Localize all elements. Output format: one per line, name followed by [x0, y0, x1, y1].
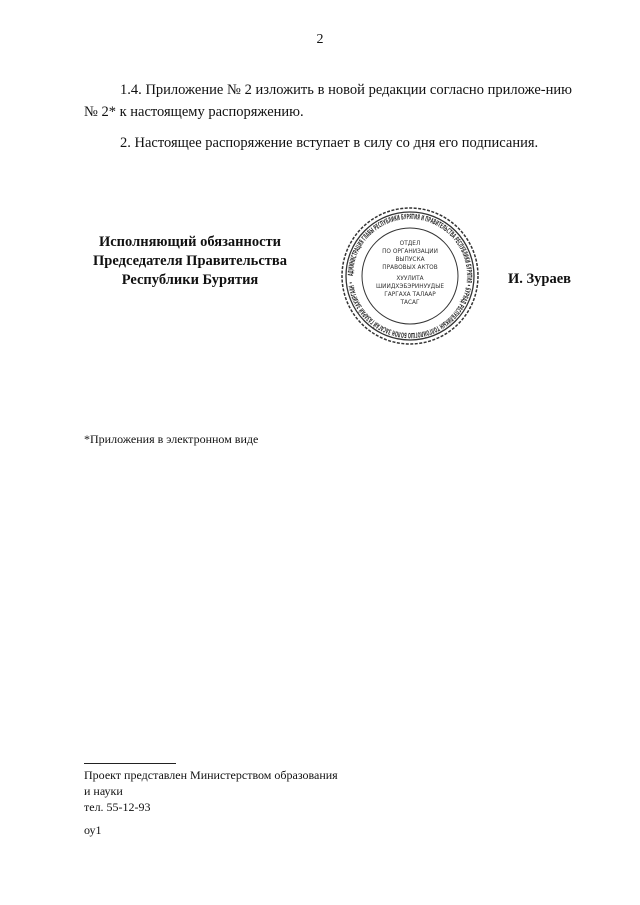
footer-phone: тел. 55-12-93	[84, 800, 151, 814]
signatory-title	[80, 233, 300, 290]
seal-center-line: ГАРГАХА ТАЛААР	[384, 292, 436, 298]
footnote: *Приложения в электронном виде	[84, 432, 259, 446]
paragraph-2	[84, 132, 572, 154]
footer-divider	[84, 763, 176, 764]
seal-center-line: ВЫПУСКА	[395, 257, 425, 263]
footer-ministry-line-2: и науки	[84, 784, 123, 798]
official-seal	[340, 206, 480, 346]
footer-code: оу1	[84, 823, 102, 837]
seal-center-line: ПО ОРГАНИЗАЦИИ	[382, 249, 438, 255]
seal-center-line: ПРАВОВЫХ АКТОВ	[382, 265, 438, 271]
signatory-title-line: Председателя Правительства	[93, 253, 287, 269]
seal-ring-text: АДМИНИСТРАЦИЯ ГЛАВЫ РЕСПУБЛИКИ БУРЯТИЯ И ПРАВИТЕЛЬСТВА РЕСПУБЛИКИ БУРЯТИЯ • БУРЯАД РЕСПУБЛИКЫН ТОЛГОЙЛОГШО БОЛОН ЗАСАГАЙ ГАЗАРАЙ ЗАХИРГААН •	[345, 211, 475, 341]
signatory-title-line: Исполняющий обязанности	[98, 234, 282, 250]
paragraph-1-4	[84, 79, 572, 123]
seal-center-line: ШИИДХЭБЭРИНУУДЫЕ	[375, 284, 445, 290]
signatory-name: И. Зураев	[508, 271, 572, 287]
paragraph-2-text: 2. Настоящее распоряжение вступает в силу со дня его подписания.	[120, 135, 539, 151]
signatory-title-line: Республики Бурятия	[121, 272, 259, 288]
footer-ministry-line: Проект представлен Министерством образования	[84, 768, 338, 782]
seal-center-line: ТАСАГ	[400, 300, 420, 306]
seal-center-line: ХУУЛИТА	[396, 276, 424, 282]
page-number: 2	[316, 32, 324, 47]
paragraph-1-4-text: 1.4. Приложение № 2 изложить в новой редакции согласно приложе-нию № 2* к настоящему распоряжению.	[84, 82, 572, 120]
seal-center-line: ОТДЕЛ	[399, 241, 421, 247]
